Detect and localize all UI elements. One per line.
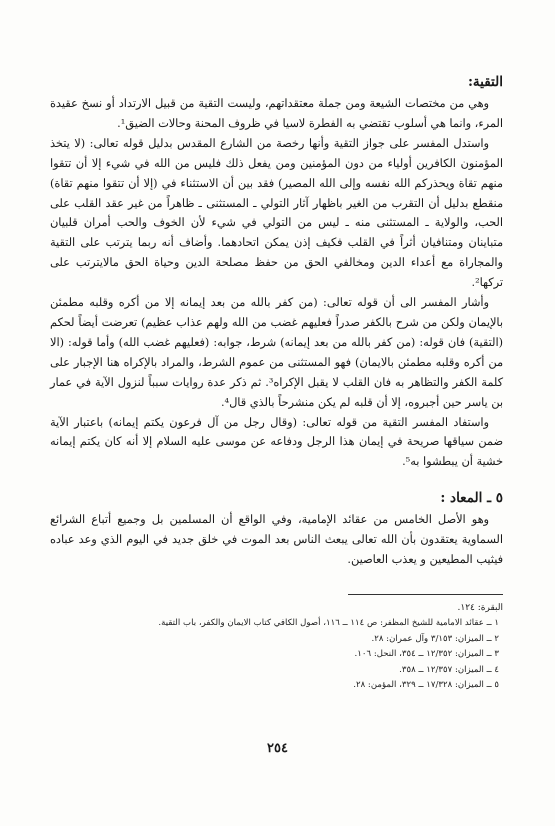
footnote: ١ ــ عقائد الامامية للشيخ المظفر: ص ١١٤ ــ ١١٦، أصول الكافي كتاب الايمان والكفر، باب التقية. xyxy=(158,618,499,629)
paragraph: واستفاد المفسر التقية من قوله تعالى: (وقال رجل من آل فرعون يكتم إيمانه) باعتبار الآية ضمن سياقها صريحة في إيمان هذا الرجل ودفاعه عن موسى عليه السلام إلا أنه كان يكتم إيمانه خشية أن يبطشوا به⁵. xyxy=(50,415,503,469)
section-heading-maad: ٥ ـ المعاد : xyxy=(440,490,503,507)
paragraph: وهي من مختصات الشيعة ومن جملة معتقداتهم، وليست التقية من قبيل الارتداد أو نسخ عقيدة المرء، وانما هي أسلوب تقتضي به الفطرة لاسيا في ظروف المحنة وحالات الضيق¹. xyxy=(50,97,503,130)
footnote: ٣ ــ الميزان: ١٢/٣٥٢ ــ ٣٥٤، النحل: ١٠٦. xyxy=(354,649,499,660)
paragraph: وهو الأصل الخامس من عقائد الإمامية، وفي الواقع أن المسلمين بل وجميع أتباع الشرائع السماوية يعتقدون بأن الله تعالى يبعث الناس بعد الموت في خلق جديد في اليوم الذي وعد عباده فيثيب المطيعين و يعذب العاصين. xyxy=(50,513,503,567)
page-number: ٢٥٤ xyxy=(267,741,288,756)
paragraph: واستدل المفسر على جواز التقية وأنها رخصة من الشارع المقدس بدليل قوله تعالى: (لا يتخذ المؤمنون الكافرين أولياء من دون المؤمنين ومن يفعل ذلك فليس من الله في شيء إلا أن تتقوا منهم تقاة ويحذركم الله نفسه وإلى الله المصير) فقد بين أن الاستثناء في (إلا أن تتقوا منهم تقاة) منقطع بدليل أن التقرب من الغير باظهار آثار التولي ـ المستثنى ـ ظاهراً من غير عقد القلب على الحب، والولاية ـ المستثنى منه ـ ليس من التولي في شيء لأن الخوف والحب أمران قلبيان متباينان ومتنافيان أثراً في القلب فكيف إذن يمكن اتحادهما. وأضاف أنه ربما يترتب على التقية والمجاراة مع أعداء الدين ومخالفي الحق من حفظ مصلحة الدين وحياة الحق مالايترتب على تركها². xyxy=(50,136,503,290)
footnote: ٥ ــ الميزان: ١٧/٣٢٨ ــ ٣٢٩، المؤمن: ٢٨. xyxy=(353,680,499,691)
section-gap xyxy=(50,472,503,488)
section-heading-taqiyya: التقية: xyxy=(467,74,503,90)
footnote: ٢ ــ الميزان: ٣/١٥٣ وآل عمران: ٢٨. xyxy=(371,633,499,644)
footnotes xyxy=(50,601,503,694)
paragraph: وأشار المفسر الى أن قوله تعالى: (من كفر بالله من بعد إيمانه إلا من أكره وقلبه مطمئن بالإيمان ولكن من شرح بالكفر صدراً فعليهم غضب من الله ولهم عذاب عظيم) تعرضت أيضاً لحكم (التقية) فان قوله: (من كفر بالله من بعد إيمانه) شرط، جوابه: (فعليهم غضب الله) وأما قوله: (الا من أكره وقلبه مطمئن بالايمان) فهو المستثنى من عموم الشرط، والمراد بالإكراه هنا الإجبار على كلمة الكفر والتظاهر به فان القلب لا يقبل الإكراه³. ثم ذكر عدة روايات سبباً لنزول الآية في عمار بن ياسر حين أجبروه، إلا أن قلبه لم يكن منشرحاً بالذي قال⁴. xyxy=(50,296,503,409)
footnote-separator xyxy=(348,594,503,595)
footnote: ٤ ــ الميزان: ١٢/٣٥٧ ــ ٣٥٨. xyxy=(399,664,499,675)
footnote: البقرة: ١٢٤. xyxy=(457,602,503,613)
